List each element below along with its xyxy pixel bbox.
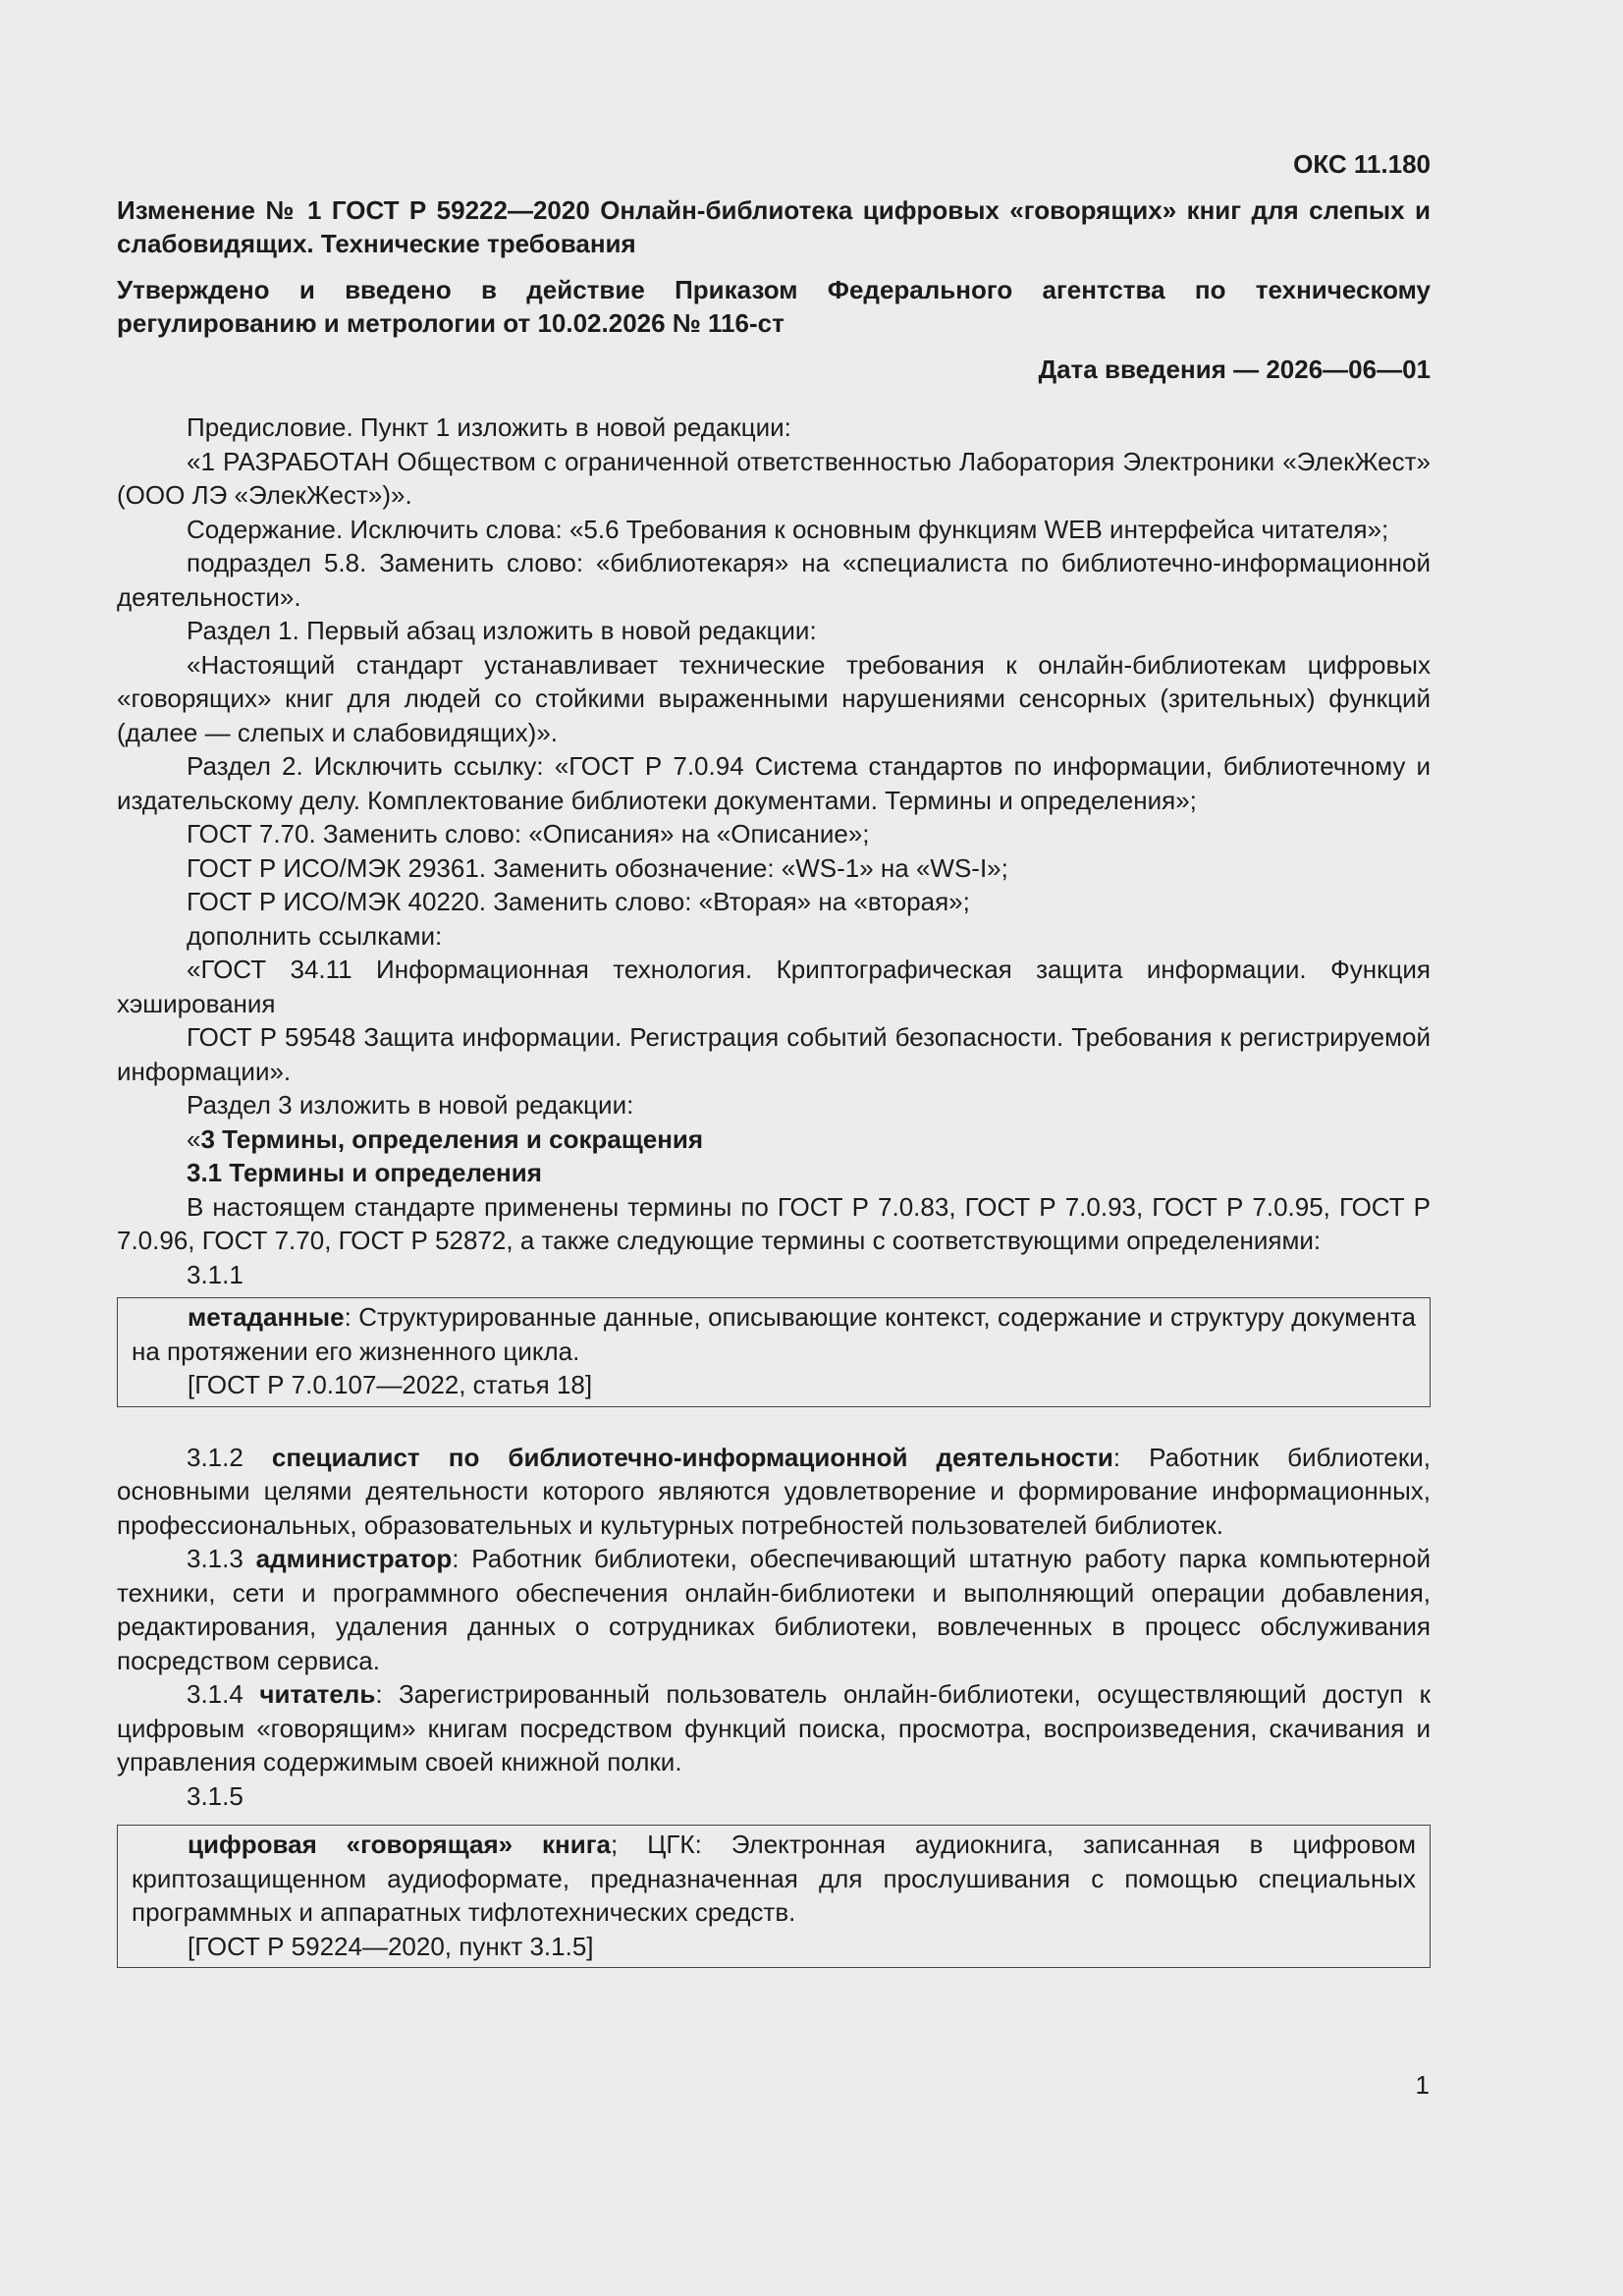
term-name: метаданные [188,1302,345,1332]
term-name: специалист по библиотечно-информационной деятельности [271,1442,1113,1472]
term-number: 3.1.2 [187,1442,272,1472]
term-name: цифровая «говорящая» книга [188,1830,611,1859]
paragraph: ГОСТ Р 59548 Защита информации. Регистрация событий безопасности. Требования к регистрируемой информации». [117,1022,1431,1086]
body-text-2 [117,1441,1431,1814]
paragraph: Раздел 3 изложить в новой редакции: [187,1090,634,1120]
paragraph: В настоящем стандарте применены термины по ГОСТ Р 7.0.83, ГОСТ Р 7.0.93, ГОСТ Р 7.0.95, ГОСТ Р 7.0.96, ГОСТ 7.70, ГОСТ Р 52872, а также следующие термины с соответствующими определениями: [117,1191,1431,1255]
intro-date: Дата введения — 2026—06—01 [1038,354,1431,384]
section-3-heading: 3 Термины, определения и сокращения [200,1123,704,1154]
paragraph: подраздел 5.8. Заменить слово: «библиотекаря» на «специалиста по библиотечно-информационной деятельности». [117,548,1431,612]
term-reference: [ГОСТ Р 59224—2020, пункт 3.1.5] [188,1931,594,1961]
term-text: : Структурированные данные, описывающие контекст, содержание и структуру документа на протяжении его жизненного цикла. [132,1302,1416,1366]
paragraph: ГОСТ Р ИСО/МЭК 40220. Заменить слово: «Вторая» на «вторая»; [187,887,970,916]
term-definition [132,1300,1416,1368]
term-definition [117,1441,1431,1543]
term-number: 3.1.4 [187,1679,260,1709]
paragraph: «1 РАЗРАБОТАН Обществом с ограниченной ответственностью Лаборатория Электроники «ЭлекЖест» (ООО ЛЭ «ЭлекЖест»)». [117,446,1431,510]
page-number: 1 [1415,2070,1430,2100]
paragraph: Раздел 2. Исключить ссылку: «ГОСТ Р 7.0.94 Система стандартов по информации, библиотечному и издательскому делу. Комплектование библиотеки документами. Термины и определения»; [117,751,1431,815]
paragraph: Предисловие. Пункт 1 изложить в новой редакции: [187,412,791,442]
document-page [117,147,1431,1968]
document-title: Изменение № 1 ГОСТ Р 59222—2020 Онлайн-библиотека цифровых «говорящих» книг для слепых и слабовидящих. Технические требования [117,194,1431,258]
paragraph: Содержание. Исключить слова: «5.6 Требования к основным функциям WEB интерфейса читателя»; [187,514,1389,544]
term-definition [132,1828,1416,1930]
paragraph: «ГОСТ 34.11 Информационная технология. Криптографическая защита информации. Функция хэширования [117,955,1431,1018]
body-text [117,410,1431,1291]
subsection-3-1-heading: 3.1 Термины и определения [187,1158,542,1187]
term-text: : Зарегистрированный пользователь онлайн-библиотеки, осуществляющий доступ к цифровым «говорящим» книгам посредством функций поиска, просмотра, воспроизведения, скачивания и управления содержимым своей книжной полки. [117,1679,1432,1777]
paragraph: дополнить ссылками: [187,920,443,951]
quote-mark: « [187,1123,201,1154]
term-number: 3.1.3 [187,1544,256,1573]
term-number: 3.1.5 [187,1780,243,1811]
term-reference: [ГОСТ Р 7.0.107—2022, статья 18] [188,1370,593,1399]
term-text: : Работник библиотеки, обеспечивающий штатную работу парка компьютерной техники, сети и программного обеспечения онлайн-библиотеки и выполняющий операции добавления, редактирования, удаления данных о сотрудниках библиотеки, вовлеченных в процесс обслуживания посредством сервиса. [117,1544,1431,1675]
term-number: 3.1.1 [187,1259,243,1289]
term-box-3-1-1 [117,1297,1431,1407]
paragraph: «Настоящий стандарт устанавливает технические требования к онлайн-библиотекам цифровых «говорящих» книг для людей со стойкими выраженными нарушениями сенсорных (зрительных) функций (далее — слепых и слабовидящих)». [117,649,1431,747]
paragraph: ГОСТ Р ИСО/МЭК 29361. Заменить обозначение: «WS-1» на «WS-I»; [187,852,1008,883]
section-heading [117,1122,1431,1157]
approval-line: Утверждено и введено в действие Приказом Федерального агентства по техническому регулированию и метрологии от 10.02.2026 № 116-ст [117,274,1431,338]
paragraph: Раздел 1. Первый абзац изложить в новой редакции: [187,616,817,645]
paragraph: ГОСТ 7.70. Заменить слово: «Описания» на «Описание»; [187,819,870,848]
term-name: администратор [255,1544,453,1573]
term-name: читатель [259,1679,376,1709]
oks-code: ОКС 11.180 [1293,149,1431,179]
term-definition [117,1542,1431,1677]
term-definition [117,1677,1431,1779]
term-text: : Работник библиотеки, основными целями деятельности которого являются удовлетворение и формирование информационных, профессиональных, образовательных и культурных потребностей пользователей библиотек. [117,1442,1432,1540]
term-box-3-1-5 [117,1825,1431,1968]
term-text: ; ЦГК: Электронная аудиокнига, записанная в цифровом криптозащищенном аудиоформате, предназначенная для прослушивания с помощью специальных программных и аппаратных тифлотехнических средств. [132,1830,1416,1927]
